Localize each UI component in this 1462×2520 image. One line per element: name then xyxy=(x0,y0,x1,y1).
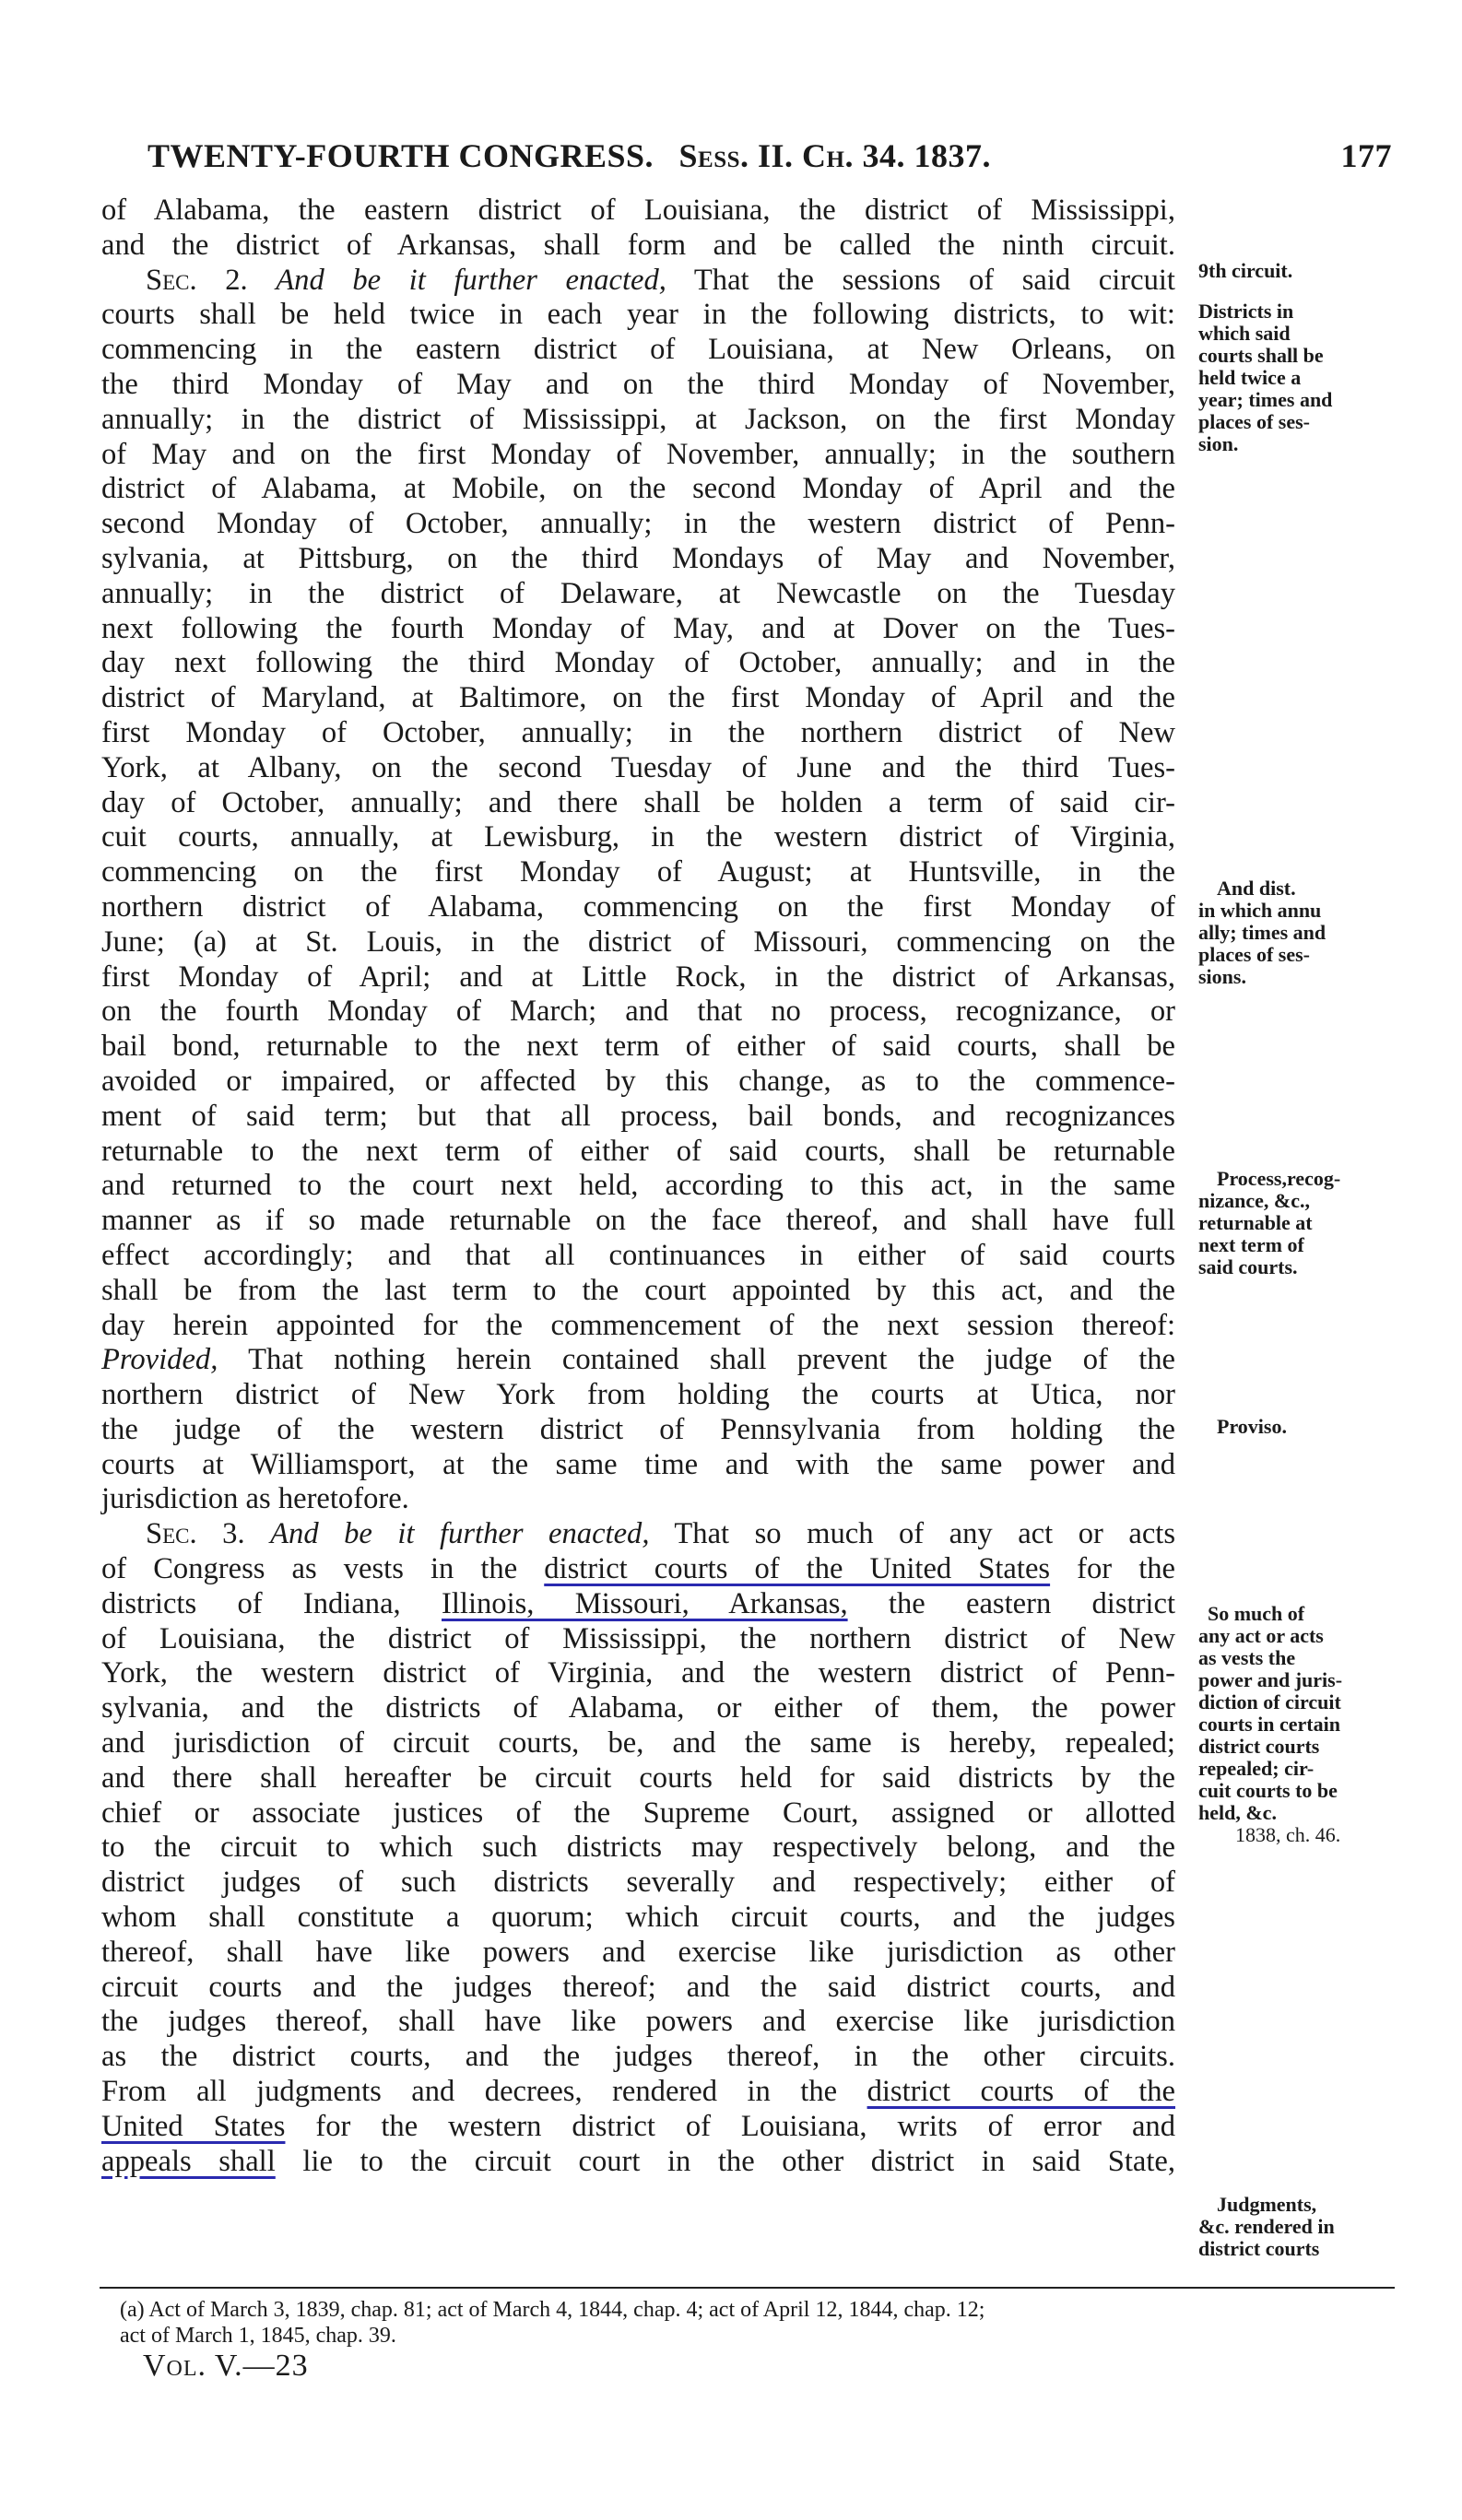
text-line: to the circuit to which such districts may respectively belong, and the xyxy=(101,1831,1175,1865)
text-line: the third Monday of May and on the third Monday of November, xyxy=(101,367,1175,401)
margin-note-9th-circuit xyxy=(1198,260,1410,282)
margin-note-process xyxy=(1198,1168,1410,1278)
text-line: courts shall be held twice in each year in the following districts, to wit: xyxy=(101,298,1175,332)
text-line: cuit courts, annually, at Lewisburg, in the western district of Virginia, xyxy=(101,820,1175,854)
text-fragment: of Congress as vests in the xyxy=(101,1552,545,1586)
margin-note-judgments xyxy=(1198,2194,1410,2260)
margin-note-line: in which annu xyxy=(1198,899,1322,922)
margin-note-annual-district xyxy=(1198,877,1410,988)
text-line: avoided or impaired, or affected by this change, as to the commence- xyxy=(101,1064,1175,1098)
margin-note-line: which said xyxy=(1198,322,1291,345)
margin-note-line: power and juris- xyxy=(1198,1668,1343,1691)
text-line: next following the fourth Monday of May, and at Dover on the Tues- xyxy=(101,611,1175,645)
text-line-underlined xyxy=(101,2075,1175,2110)
margin-note-line: Proviso. xyxy=(1217,1415,1287,1438)
text-line: returnable to the next term of either of said courts, shall be returnable xyxy=(101,1134,1175,1168)
text-line: day herein appointed for the commencement of the next session thereof: xyxy=(101,1308,1175,1342)
text-line: and jurisdiction of circuit courts, be, and the same is hereby, repealed; xyxy=(101,1726,1175,1760)
margin-note-line: next term of xyxy=(1198,1233,1304,1256)
text-line: district judges of such districts severally and respectively; either of xyxy=(101,1866,1175,1900)
text-line: as the district courts, and the judges thereof, in the other circuits. xyxy=(101,2040,1175,2074)
margin-note-line: year; times and xyxy=(1198,388,1333,411)
text-line: district of Maryland, at Baltimore, on the first Monday of April and the xyxy=(101,681,1175,715)
text-line: thereof, shall have like powers and exercise like jurisdiction as other xyxy=(101,1935,1175,1969)
margin-note-line: And dist. xyxy=(1217,877,1296,900)
margin-note-line: Judgments, xyxy=(1217,2193,1317,2216)
enacting-clause: And be it further enacted, xyxy=(276,263,666,297)
margin-note-line: diction of circuit xyxy=(1198,1690,1341,1713)
text-line: on the fourth Monday of March; and that no process, recognizance, or xyxy=(101,995,1175,1029)
footnote xyxy=(120,2297,1392,2349)
margin-note-line: courts in certain xyxy=(1198,1713,1340,1736)
margin-note-line: returnable at xyxy=(1198,1211,1313,1234)
margin-note-repeal xyxy=(1198,1603,1410,1846)
footnote-divider xyxy=(100,2287,1395,2289)
underlined-phrase: United States xyxy=(101,2109,286,2143)
margin-note-line: Districts in xyxy=(1198,300,1294,323)
underlined-phrase: Illinois, Missouri, Arkansas, xyxy=(442,1586,848,1620)
proviso-line xyxy=(101,1343,1175,1378)
text-fragment: for the xyxy=(1050,1552,1176,1586)
margin-note-line: district courts xyxy=(1198,2237,1320,2260)
text-line: sylvania, at Pittsburg, on the third Mondays of May and November, xyxy=(101,541,1175,575)
text-line: and returned to the court next held, according to this act, in the same xyxy=(101,1169,1175,1203)
text-line: and there shall hereafter be circuit courts held for said districts by the xyxy=(101,1760,1175,1795)
margin-note-line: sions. xyxy=(1198,965,1246,988)
text-fragment: districts of Indiana, xyxy=(101,1586,442,1620)
text-fragment: the eastern district xyxy=(847,1586,1175,1620)
text-line: commencing on the first Monday of August; at Huntsville, in the xyxy=(101,855,1175,889)
text-line: of May and on the first Monday of November, annually; in the southern xyxy=(101,437,1175,471)
session-chapter-year: Sess. II. Ch. 34. 1837. xyxy=(678,137,991,174)
margin-note-line: nizance, &c., xyxy=(1198,1189,1310,1212)
margin-note-line: as vests the xyxy=(1198,1646,1296,1669)
margin-note-line: places of ses- xyxy=(1198,410,1310,433)
text-fragment: for the western district of Louisiana, writs of error and xyxy=(285,2109,1175,2143)
text-line: York, the western district of Virginia, and the western district of Penn- xyxy=(101,1656,1175,1690)
running-title: TWENTY-FOURTH CONGRESS. xyxy=(147,137,654,174)
text-line: annually; in the district of Delaware, at Newcastle on the Tuesday xyxy=(101,576,1175,610)
statute-text xyxy=(101,194,1175,2179)
section-2-heading-line xyxy=(101,264,1175,299)
margin-note-line: courts shall be xyxy=(1198,344,1324,367)
footnote-line: act of March 1, 1845, chap. 39. xyxy=(120,2324,396,2348)
text-line: circuit courts and the judges thereof; and the said district courts, and xyxy=(101,1970,1175,2004)
underlined-phrase: district courts of the United States xyxy=(544,1552,1051,1586)
text-line: chief or associate justices of the Supreme Court, assigned or allotted xyxy=(101,1796,1175,1830)
margin-note-line: cuit courts to be xyxy=(1198,1779,1338,1802)
margin-note-line: repealed; cir- xyxy=(1198,1757,1315,1780)
footnote-line: (a) Act of March 3, 1839, chap. 81; act of March 4, 1844, chap. 4; act of April 12, 1844, chap. 12; xyxy=(120,2298,985,2322)
text-line: bail bond, returnable to the next term of either of said courts, shall be xyxy=(101,1030,1175,1064)
text-fragment: That the sessions of said circuit xyxy=(666,263,1175,297)
text-line-underlined xyxy=(101,1587,1175,1622)
margin-note-line: So much of xyxy=(1208,1602,1305,1625)
text-line: northern district of New York from holding the courts at Utica, nor xyxy=(101,1378,1175,1412)
text-line: the judge of the western district of Pennsylvania from holding the xyxy=(101,1412,1175,1446)
text-line: manner as if so made returnable on the face thereof, and shall have full xyxy=(101,1204,1175,1238)
margin-note-line: held twice a xyxy=(1198,366,1302,389)
text-line-underlined xyxy=(101,2110,1175,2145)
section-3-heading-line xyxy=(101,1517,1175,1552)
text-line: day of October, annually; and there shall be holden a term of said cir- xyxy=(101,785,1175,819)
text-line: sylvania, and the districts of Alabama, or either of them, the power xyxy=(101,1691,1175,1725)
page-number: 177 xyxy=(1340,137,1392,174)
text-line: courts at Williamsport, at the same time and with the same power and xyxy=(101,1447,1175,1481)
volume-signature: Vol. V.—23 xyxy=(143,2349,309,2383)
margin-note-proviso xyxy=(1198,1416,1410,1438)
text-line: the judges thereof, shall have like powers and exercise like jurisdiction xyxy=(101,2005,1175,2039)
text-line: second Monday of October, annually; in the western district of Penn- xyxy=(101,507,1175,541)
section-3-label: Sec. 3. xyxy=(146,1517,245,1551)
section-2-label: Sec. 2. xyxy=(146,263,248,297)
text-line: of Louisiana, the district of Mississippi, the northern district of New xyxy=(101,1621,1175,1655)
margin-note-citation: 1838, ch. 46. xyxy=(1235,1823,1341,1846)
text-line: York, at Albany, on the second Tuesday of June and the third Tues- xyxy=(101,750,1175,784)
margin-note-line: held, &c. xyxy=(1198,1801,1277,1824)
text-line: commencing in the eastern district of Louisiana, at New Orleans, on xyxy=(101,333,1175,367)
text-fragment: From all judgments and decrees, rendered in the xyxy=(101,2075,867,2109)
enacting-clause: And be it further enacted, xyxy=(270,1517,650,1551)
margin-note-line: district courts xyxy=(1198,1735,1320,1758)
text-fragment: That nothing herein contained shall prevent the judge of the xyxy=(218,1343,1175,1377)
text-line: of Alabama, the eastern district of Louisiana, the district of Mississippi, xyxy=(101,194,1175,227)
text-fragment: That so much of any act or acts xyxy=(649,1517,1176,1551)
text-line: first Monday of October, annually; in the northern district of New xyxy=(101,715,1175,749)
text-line: whom shall constitute a quorum; which circuit courts, and the judges xyxy=(101,1901,1175,1935)
margin-note-line: said courts. xyxy=(1198,1255,1298,1278)
text-line: jurisdiction as heretofore. xyxy=(101,1482,409,1516)
underlined-phrase: district courts of the xyxy=(867,2075,1175,2109)
text-line: day next following the third Monday of October, annually; and in the xyxy=(101,646,1175,680)
underlined-phrase: appeals shall xyxy=(101,2144,276,2178)
margin-note-line: any act or acts xyxy=(1198,1624,1324,1647)
margin-note-districts xyxy=(1198,300,1410,455)
text-line: annually; in the district of Mississippi, at Jackson, on the first Monday xyxy=(101,402,1175,436)
text-line: June; (a) at St. Louis, in the district of Missouri, commencing on the xyxy=(101,924,1175,959)
margin-note-line: Process,recog- xyxy=(1217,1167,1341,1190)
page-header xyxy=(147,136,1392,175)
text-line: shall be from the last term to the court appointed by this act, and the xyxy=(101,1273,1175,1307)
margin-note-line: 9th circuit. xyxy=(1198,259,1293,282)
text-line: ment of said term; but that all process, bail bonds, and recognizances xyxy=(101,1099,1175,1133)
text-line: effect accordingly; and that all continuances in either of said courts xyxy=(101,1238,1175,1272)
provided-word: Provided, xyxy=(101,1343,218,1377)
text-line: first Monday of April; and at Little Rock, in the district of Arkansas, xyxy=(101,960,1175,994)
margin-note-line: places of ses- xyxy=(1198,943,1310,966)
margin-note-line: ally; times and xyxy=(1198,921,1326,944)
text-line: northern district of Alabama, commencing on the first Monday of xyxy=(101,889,1175,924)
margin-note-line: &c. rendered in xyxy=(1198,2215,1335,2238)
margin-note-line: sion. xyxy=(1198,432,1239,455)
text-line: and the district of Arkansas, shall form and be called the ninth circuit. xyxy=(101,228,1175,262)
text-line-underlined xyxy=(101,2145,1175,2180)
text-line: district of Alabama, at Mobile, on the second Monday of April and the xyxy=(101,472,1175,506)
text-line-underlined xyxy=(101,1552,1175,1587)
text-fragment: lie to the circuit court in the other district in said State, xyxy=(275,2144,1175,2178)
